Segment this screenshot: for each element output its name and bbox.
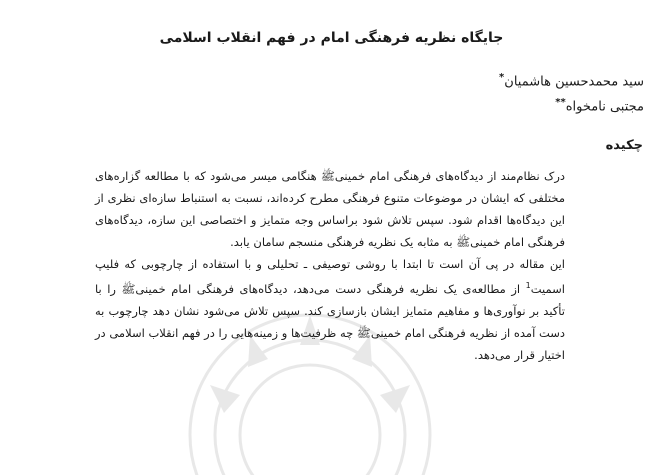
- footnote-ref: 1: [525, 281, 531, 290]
- abstract-heading: چکیده: [605, 138, 643, 153]
- author-2-name: مجتبی نامخواه: [565, 99, 644, 115]
- abstract-p2-part-b: از مطالعه‌ی یک نظریه فرهنگی دست می‌دهد، دیدگاه‌های فرهنگی امام خمینی‌ﷺ را با تأکید بر نوآوری‌ها و مفاهیم متمایز ایشان بازسازی کند. سپس تلاش می‌شود نشان دهد چارچوب به دست آمده از نظریه فرهنگی امام خمینی‌ﷺ چه ظرفیت‌ها و زمینه‌هایی را در فهم انقلاب اسلامی در اختیار قرار می‌دهد.: [95, 281, 565, 362]
- author-2-mark: **: [555, 97, 566, 108]
- author-1: [499, 72, 644, 89]
- abstract-paragraph-1: درک نظام‌مند از دیدگاه‌های فرهنگی امام خمینی‌ﷺ هنگامی میسر می‌شود که با مطالعه گزاره‌های مختلفی که ایشان در موضوعات متنوع فرهنگی مطرح کرده‌اند، نسبت به استنباط سازه‌ای نظری از این دیدگاه‌ها اقدام شود. سپس تلاش شود براساس وجه متمایز و اختصاصی این سازه، دیدگاه‌های فرهنگی امام خمینی‌ﷺ به مثابه یک نظریه فرهنگی منسجم سامان یابد.: [95, 169, 565, 249]
- abstract-paragraph-2: [95, 253, 565, 366]
- author-1-mark: *: [499, 72, 505, 83]
- paper-title: جایگاه نظریه فرهنگی امام در فهم انقلاب اسلامی: [159, 30, 504, 46]
- author-1-name: سید محمدحسین هاشمیان: [504, 74, 644, 90]
- abstract-p2-part-a: این مقاله در پی آن است تا ابتدا با روشی توصیفی ـ تحلیلی و با استفاده از چارچوبی که فلیپ اسمیت: [95, 257, 565, 296]
- abstract-body: [95, 165, 565, 366]
- author-2: [555, 97, 644, 114]
